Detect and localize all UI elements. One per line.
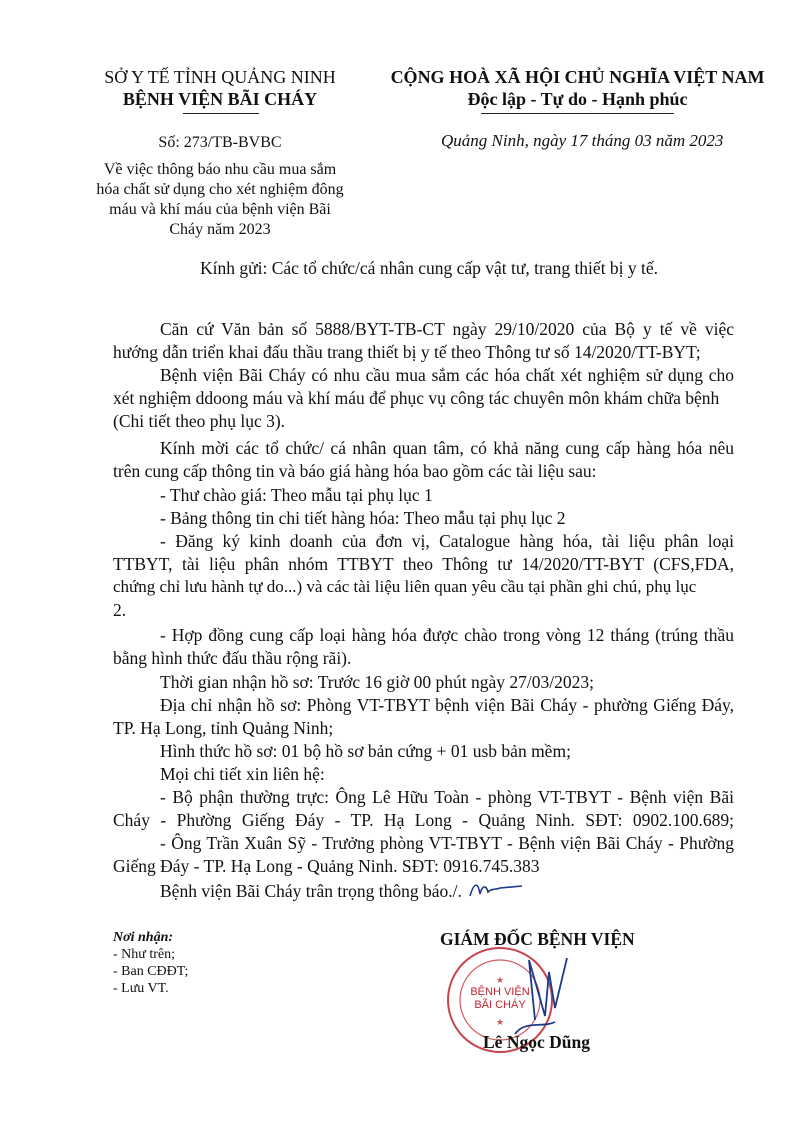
body-line: - Đăng ký kinh doanh của đơn vị, Catalogue hàng hóa, tài liệu phân loại [160, 531, 734, 551]
body-line: Kính mời các tổ chức/ cá nhân quan tâm, có khả năng cung cấp hàng hóa nêu [160, 438, 734, 458]
place-date: Quảng Ninh, ngày 17 tháng 03 năm 2023 [441, 131, 724, 150]
body-line: - Hợp đồng cung cấp loại hàng hóa được chào trong vòng 12 tháng (trúng thầu [160, 625, 734, 645]
svg-text:★: ★ [495, 976, 505, 986]
body-line: Bệnh viện Bãi Cháy trân trọng thông báo./. [160, 881, 462, 901]
recipients-title: Nơi nhận: [113, 930, 174, 945]
body-line: Mọi chi tiết xin liên hệ: [160, 764, 325, 784]
body-line: - Bộ phận thường trực: Ông Lê Hữu Toàn - phòng VT-TBYT - Bệnh viện Bãi [160, 787, 734, 807]
body-line: Thời gian nhận hồ sơ: Trước 16 giờ 00 phút ngày 27/03/2023; [160, 672, 594, 692]
body-line: - Bảng thông tin chi tiết hàng hóa: Theo mẫu tại phụ lục 2 [160, 508, 566, 528]
subject-line: máu và khí máu của bệnh viện Bãi [109, 201, 331, 218]
country-name: CỘNG HOÀ XÃ HỘI CHỦ NGHĨA VIỆT NAM [390, 67, 765, 87]
department-name: SỞ Y TẾ TỈNH QUẢNG NINH [104, 67, 336, 87]
body-line: (Chi tiết theo phụ lục 3). [113, 411, 286, 431]
national-motto: Độc lập - Tự do - Hạnh phúc [467, 89, 688, 109]
body-line: chứng chỉ lưu hành tự do...) và các tài liệu liên quan yêu cầu tại phần ghi chú, phụ lục [113, 577, 697, 596]
body-line: Cháy - Phường Giếng Đáy - TP. Hạ Long - Quảng Ninh. SĐT: 0902.100.689; [113, 810, 734, 830]
stamp-text-2: BÃI CHÁY [474, 999, 526, 1011]
body-line: Bệnh viện Bãi Cháy có nhu cầu mua sắm các hóa chất xét nghiệm sử dụng cho [160, 365, 734, 385]
recipient-item: - Như trên; [113, 947, 176, 962]
motto-underline [481, 113, 674, 114]
body-line: Hình thức hồ sơ: 01 bộ hồ sơ bản cứng + 01 usb bản mềm; [160, 741, 571, 761]
body-line: hướng dẫn triển khai đấu thầu trang thiết bị y tế theo Thông tư số 14/2020/TT-BYT; [113, 342, 701, 362]
signature-title: GIÁM ĐỐC BỆNH VIỆN [440, 929, 635, 949]
recipient-item: - Ban CĐĐT; [113, 964, 189, 979]
recipients-block [113, 929, 188, 997]
initial-signature [466, 876, 526, 904]
header-right [375, 66, 780, 110]
hospital-name: BỆNH VIỆN BÃI CHÁY [122, 89, 318, 109]
stamp-text-1: BỆNH VIỆN [470, 986, 530, 998]
body-line: bằng hình thức đấu thầu rộng rãi). [113, 648, 352, 668]
addressee: Kính gửi: Các tổ chức/cá nhân cung cấp vật tư, trang thiết bị y tế. [200, 258, 659, 278]
body-line: - Ông Trần Xuân Sỹ - Trưởng phòng VT-TBYT - Bệnh viện Bãi Cháy - Phường [160, 833, 734, 853]
hospital-underline [183, 113, 259, 114]
document-subject [90, 160, 350, 240]
subject-line: Cháy năm 2023 [169, 221, 271, 238]
body-line: xét nghiệm ddoong máu và khí máu để phục vụ công tác chuyên môn khám chữa bệnh [113, 388, 720, 408]
body-line: TP. Hạ Long, tỉnh Quảng Ninh; [113, 718, 334, 738]
body-line: Giếng Đáy - TP. Hạ Long - Quảng Ninh. SĐT: 0916.745.383 [113, 856, 540, 876]
signer-name: Lê Ngọc Dũng [483, 1032, 590, 1052]
body-line: - Thư chào giá: Theo mẫu tại phụ lục 1 [160, 485, 433, 505]
svg-text:★: ★ [495, 1018, 505, 1028]
recipient-item: - Lưu VT. [113, 981, 169, 996]
body-line: 2. [113, 600, 127, 620]
body-line: TTBYT, tài liệu phân nhóm TTBYT theo Thông tư 14/2020/TT-BYT (CFS,FDA, [113, 554, 734, 574]
body-line: Địa chỉ nhận hồ sơ: Phòng VT-TBYT bệnh viện Bãi Cháy - phường Giếng Đáy, [160, 695, 734, 715]
subject-line: Về việc thông báo nhu cầu mua sắm [103, 161, 337, 178]
document-number: Số: 273/TB-BVBC [158, 134, 282, 151]
header-left [95, 66, 345, 110]
subject-line: hóa chất sử dụng cho xét nghiệm đông [96, 181, 344, 198]
body-line: trên cung cấp thông tin và báo giá hàng hóa bao gồm các tài liệu sau: [113, 461, 597, 481]
body-line: Căn cứ Văn bản số 5888/BYT-TB-CT ngày 29/10/2020 của Bộ y tế về việc [160, 319, 734, 339]
